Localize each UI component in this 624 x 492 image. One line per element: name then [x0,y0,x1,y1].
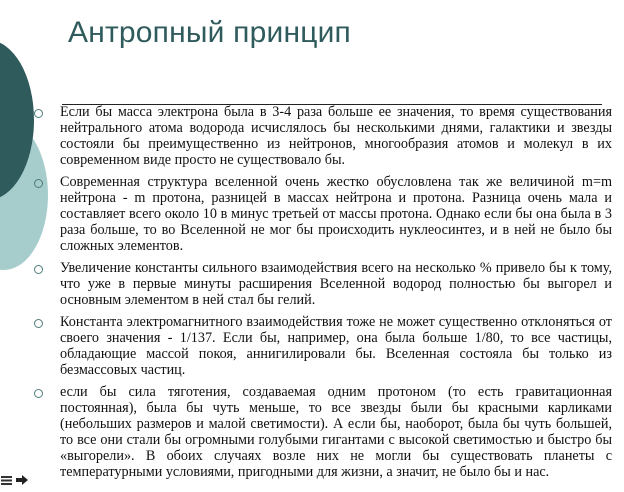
list-item-text: Современная структура вселенной очень жестко обусловлена так же величиной m=m нейтрона - m протона, разницей в массах нейтрона и протона. Разница очень мала и составляет всего около 10 в минус третьей от массы протона. Однако если бы она была в 3 раза больше, то во Вселенной не мог бы происходить нуклеосинтез, и в ней не было бы сложных элементов. [60,174,612,254]
list-item-text: если бы сила тяготения, создаваемая одним протоном (то есть гравитационная постоянная), была бы чуть меньше, то все звезды были бы красными карликами (небольших размеров и малой светимости). А если бы, наоборот, была бы чуть большей, то все они стали бы огромными голубыми гигантами с высокой светимостью и быстро бы «выгорели». В обоих случаях возле них не могли бы существовать планеты с температурными условиями, пригодными для жизни, а значит, не было бы и нас. [60,384,612,480]
slide-content [34,104,612,486]
slide-menu-icon[interactable] [0,474,12,486]
list-item [34,174,612,254]
list-item [34,384,612,480]
list-item-text: Константа электромагнитного взаимодействия тоже не может существенно отклоняться от своего значения - 1/137. Если бы, например, она была больше 1/80, то все частицы, обладающие массой покоя, аннигилировали бы. Вселенная состояла бы только из безмассовых частиц. [60,314,612,378]
list-item [34,260,612,308]
circle-bullet-icon [34,265,43,274]
list-item-text: Увеличение константы сильного взаимодействия всего на несколько % привело бы к тому, что уже в первые минуты расширения Вселенной водород полностью бы выгорел и основным элементом в ней стал бы гелий. [60,260,612,308]
list-item [34,104,612,168]
circle-bullet-icon [34,179,43,188]
list-item-text: Если бы масса электрона была в 3-4 раза больше ее значения, то время существования нейтрального атома водорода исчислялось бы несколькими днями, галактики и звезды состояли бы преимущественно из нейтронов, многообразия атомов и молекул в их современном виде просто не существовало бы. [60,104,612,168]
slide-title: Антропный принцип [68,16,351,49]
circle-bullet-icon [34,109,43,118]
circle-bullet-icon [34,319,43,328]
list-item [34,314,612,378]
slideshow-nav [0,474,28,486]
circle-bullet-icon [34,389,43,398]
next-slide-arrow-icon[interactable] [16,474,28,486]
